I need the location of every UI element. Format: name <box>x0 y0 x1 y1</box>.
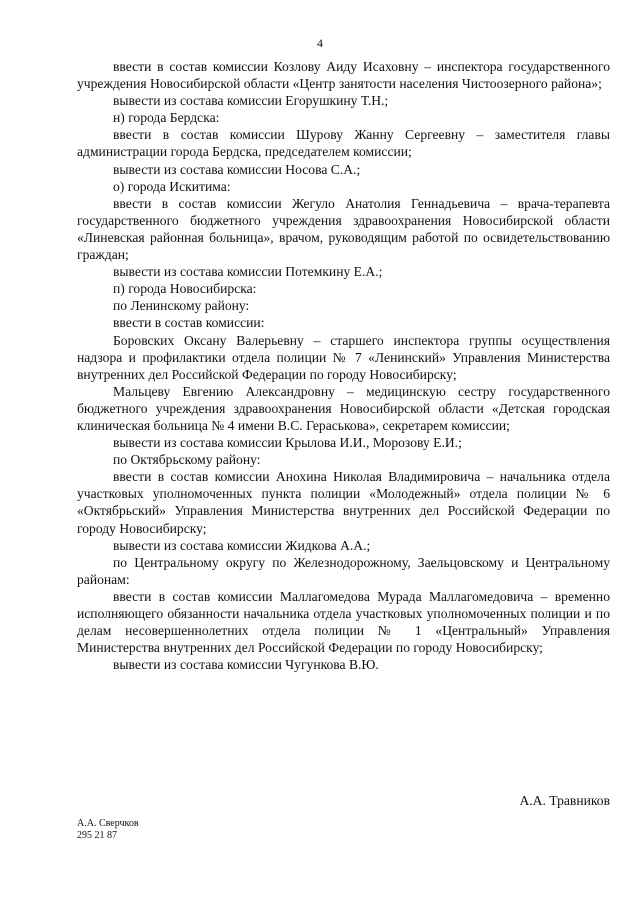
paragraph: ввести в состав комиссии: <box>113 315 265 331</box>
paragraph: ввести в состав комиссии Шурову Жанну Сергеевну – заместителя главы администрации города Бердска, председателем комиссии; <box>77 127 610 160</box>
paragraph: Боровских Оксану Валерьевну – старшего инспектора группы осуществления надзора и профилактики отдела полиции № 7 «Ленинский» Управления Министерства внутренних дел Российской Федерации по городу Новосибирску; <box>77 332 610 382</box>
paragraph: ввести в состав комиссии Маллагомедова Мурада Маллагомедовича – временно исполняющего обязанности начальника отдела участковых уполномоченных полиции и по делам несовершеннолетних отдела полиции № 1 «Центральный» Управления Министерства внутренних дел Российской Федерации по городу Новосибирску; <box>77 588 610 656</box>
paragraph: ввести в состав комиссии Анохина Николая Владимировича – начальника отдела участковых уполномоченных пункта полиции «Молодежный» отдела полиции № 6 «Октябрьский» Управления Министерства внутренних дел Российской Федерации по городу Новосибирску; <box>77 469 610 536</box>
paragraph: ввести в состав комиссии Козлову Аиду Исаховну – инспектора государственного учреждения Новосибирской области «Центр занятости населения Чистоозерного района»; <box>77 59 610 92</box>
paragraph: Мальцеву Евгению Александровну – медицинскую сестру государственного бюджетного учреждения здравоохранения Новосибирской области «Детская городская клиническая больница № 4 имени В.С. Гераськова», секретарем комиссии; <box>77 383 610 433</box>
document-body <box>77 58 610 673</box>
paragraph: вывести из состава комиссии Чугункова В.Ю. <box>113 657 379 673</box>
paragraph: вывести из состава комиссии Егорушкину Т.Н.; <box>113 93 389 109</box>
paragraph: ввести в состав комиссии Жегуло Анатолия Геннадьевича – врача-терапевта государственного бюджетного учреждения здравоохранения Новосибирской области «Линевская районная больница», врачом, руководящим работой по освидетельствованию граждан; <box>77 195 610 263</box>
executor-phone: 295 21 87 <box>77 830 117 841</box>
paragraph: по Центральному округу по Железнодорожному, Заельцовскому и Центральному районам: <box>77 554 610 587</box>
page-number: 4 <box>317 36 323 50</box>
paragraph: п) города Новосибирска: <box>113 281 257 297</box>
executor-info <box>77 818 139 842</box>
paragraph: о) города Искитима: <box>113 178 231 194</box>
paragraph: вывести из состава комиссии Носова С.А.; <box>113 161 361 177</box>
paragraph: вывести из состава комиссии Потемкину Е.А.; <box>113 264 383 280</box>
paragraph: вывести из состава комиссии Жидкова А.А.; <box>113 537 371 553</box>
signature: А.А. Травников <box>519 793 610 808</box>
paragraph: по Октябрьскому району: <box>113 452 261 468</box>
paragraph: вывести из состава комиссии Крылова И.И., Морозову Е.И.; <box>113 435 462 451</box>
executor-name: А.А. Сверчков <box>77 818 139 829</box>
paragraph: н) города Бердска: <box>113 110 220 126</box>
paragraph: по Ленинскому району: <box>113 298 250 314</box>
